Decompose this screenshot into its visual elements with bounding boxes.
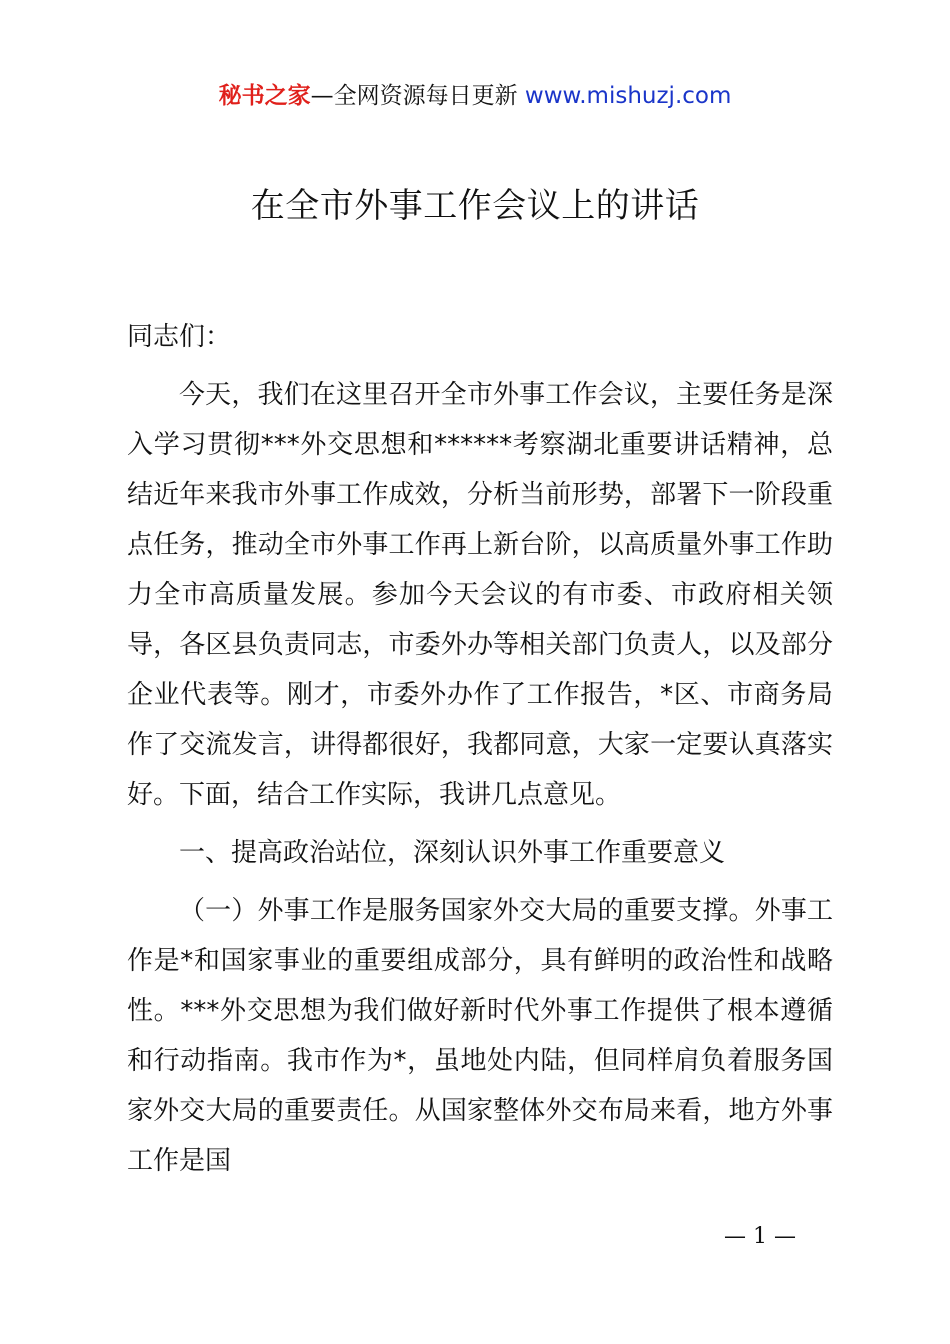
section-heading: 一、提高政治站位，深刻认识外事工作重要意义 xyxy=(179,838,726,868)
document-title: 在全市外事工作会议上的讲话 xyxy=(250,186,700,226)
body-paragraph: 今天，我们在这里召开全市外事工作会议，主要任务是深入学习贯彻***外交思想和******考察湖北重要讲话精神，总结近年来我市外事工作成效，分析当前形势，部署下一阶段重点任务，推动全市外事工作再上新台阶，以高质量外事工作助力全市高质量发展。参加今天会议的有市委、市政府相关领导，各区县负责同志，市委外办等相关部门负责人，以及部分企业代表等。刚才，市委外办作了工作报告，*区、市商务局作了交流发言，讲得都很好，我都同意，大家一定要认真落实好。下面，结合工作实际，我讲几点意见。 xyxy=(127,380,833,810)
header-tagline: —全网资源每日更新 xyxy=(310,83,525,109)
site-header xyxy=(0,80,950,112)
document-body xyxy=(127,312,833,1186)
body-paragraph: （一）外事工作是服务国家外交大局的重要支撑。外事工作是*和国家事业的重要组成部分，具有鲜明的政治性和战略性。***外交思想为我们做好新时代外事工作提供了根本遵循和行动指南。我市作为*，虽地处内陆，但同样肩负着服务国家外交大局的重要责任。从国家整体外交布局来看，地方外事工作是国 xyxy=(127,896,833,1176)
site-url-link[interactable]: www.mishuzj.com xyxy=(524,83,732,109)
salutation: 同志们： xyxy=(127,322,232,352)
page-number: — 1 — xyxy=(724,1224,796,1249)
brand-name: 秘书之家 xyxy=(218,83,311,109)
